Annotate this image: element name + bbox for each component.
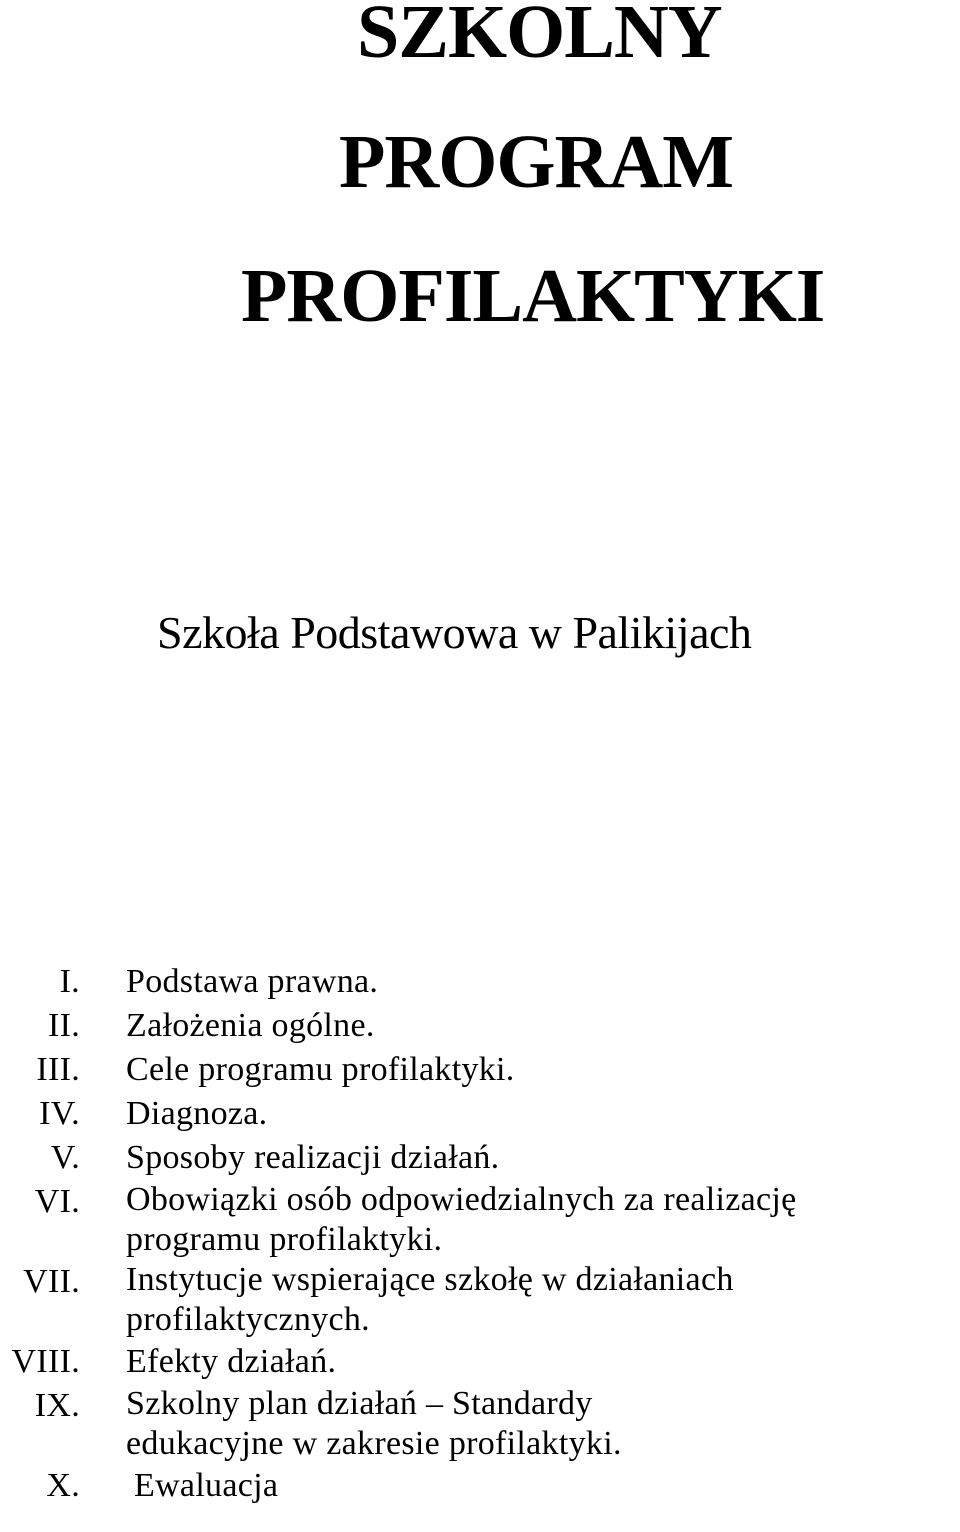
toc-item	[0, 1136, 960, 1180]
toc-item	[0, 1384, 960, 1464]
toc-text: Założenia ogólne.	[126, 1007, 375, 1044]
toc-item	[0, 1260, 960, 1340]
toc-item	[0, 1004, 960, 1048]
toc-item	[0, 1048, 960, 1092]
title-line-3: PROFILAKTYKI	[241, 254, 825, 338]
toc-text: Ewaluacja	[134, 1467, 279, 1504]
table-of-contents	[0, 960, 960, 1508]
toc-number: III.	[36, 1051, 80, 1088]
toc-text: Podstawa prawna.	[126, 963, 379, 1000]
toc-text: Sposoby realizacji działań.	[126, 1139, 500, 1176]
toc-number: I.	[59, 963, 80, 1000]
toc-item	[0, 1340, 960, 1384]
toc-number: VI.	[34, 1183, 80, 1220]
toc-item	[0, 1180, 960, 1260]
toc-item	[0, 1092, 960, 1136]
toc-number: IX.	[34, 1387, 80, 1424]
toc-number: II.	[47, 1007, 80, 1044]
title-line-1: SZKOLNY	[357, 0, 722, 74]
school-name: Szkoła Podstawowa w Palikijach	[157, 607, 752, 658]
toc-item	[0, 960, 960, 1004]
toc-number: X.	[46, 1467, 80, 1504]
toc-number: IV.	[39, 1095, 80, 1132]
toc-text: Cele programu profilaktyki.	[126, 1051, 515, 1088]
toc-number: VII.	[23, 1263, 80, 1300]
toc-text: Obowiązki osób odpowiedzialnych za realizację programu profilaktyki.	[126, 1181, 797, 1258]
toc-text: Szkolny plan działań – Standardy edukacyjne w zakresie profilaktyki.	[126, 1385, 622, 1462]
title-line-2: PROGRAM	[339, 120, 734, 204]
toc-item	[0, 1464, 960, 1508]
toc-number: V.	[50, 1139, 80, 1176]
toc-text: Diagnoza.	[126, 1095, 268, 1132]
toc-text: Efekty działań.	[126, 1343, 337, 1380]
toc-text: Instytucje wspierające szkołę w działaniach profilaktycznych.	[126, 1261, 734, 1338]
toc-number: VIII.	[11, 1343, 80, 1380]
